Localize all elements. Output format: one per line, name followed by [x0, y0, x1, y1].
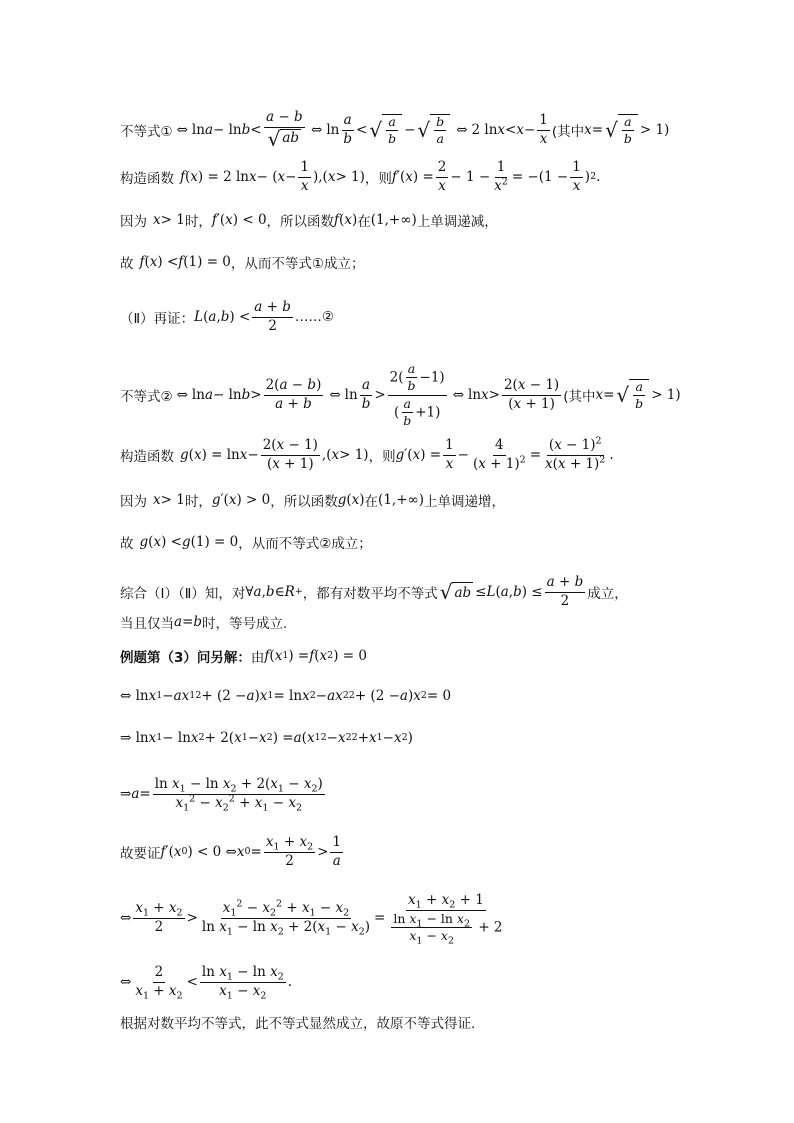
- conclusion-line: [120, 1012, 754, 1032]
- text-line-8: 因为 x > 1 时， g ′( x ) > 0 ，所以函数 g ( x ) 在 (1,+∞) 上单调递增，: [120, 492, 506, 510]
- line20-text: 根据对数平均不等式，此不等式显然成立，故原不等式得证.: [120, 1016, 476, 1032]
- line11-b: 时，等号成立.: [202, 616, 288, 632]
- line2-mid: ，则: [364, 171, 392, 188]
- text-line-4: 故 f ( x ) < f (1) = 0 ，从而不等式①成立；: [120, 254, 365, 272]
- line1-prefix: 不等式①: [120, 124, 173, 141]
- eq-line-18: ⇔ $\frac{2}{x_1 + x_2}$ < $\frac{\ln x_1 - \ln x_2}{x_1 - x_2}$ .: [120, 964, 293, 1002]
- eq-line-16: 故要证 f ′( x 0 ) < 0 ⇔ x 0 = $\frac{x_1 + x_2}{2}$ > $\frac{1}{a}$: [120, 834, 342, 869]
- text-line-3: 因为 x > 1 时， f ′( x ) < 0 ，所以函数 f ( x ) 在 (1,+∞) 上单调递减，: [120, 212, 498, 230]
- eq-line-15: ⇒ a = $\frac{\ln x_1 - \ln x_2 + 2(x_1 - x_2)}{x_1^2 - x_2^2 + x_1 - x_2}$: [120, 776, 323, 814]
- eq-line-14: ⇒ ln x 1 − ln x 2 + 2( x 1 − x 2 ) = a ( x 1 2 − x 2 2 + x 1 − x 2 ): [120, 730, 413, 746]
- line3-b: 时，: [184, 214, 212, 230]
- line3-e: 上单调递减，: [416, 214, 498, 230]
- eq-line-13: ⇔ ln x 1 − ax 1 2 + (2 − a ) x 1 = ln x 2 − ax 2 2 + (2 − a ) x 2 = 0: [120, 688, 452, 704]
- line5-b: ……②: [294, 309, 335, 326]
- line6-paren: (其中: [563, 389, 596, 406]
- line12-a: 由: [250, 650, 265, 666]
- line8-b: 时，: [184, 494, 212, 510]
- line16-a: 故要证: [120, 846, 161, 863]
- line9-b: ，从而不等式②成立；: [238, 536, 372, 552]
- eq-line-1: 不等式① ⇔ ln a − ln b < a − b √ ab ⇔ ln $\frac{a}{b}$ < √ $\frac{a}{b}$ − √ $\frac{b}{a}$ ⇔ 2 ln x < x − $\frac{1}{x}$ (其中 x = √ $\frac{a}{b}$ > 1): [120, 109, 670, 151]
- line3-a: 因为: [120, 214, 147, 230]
- text-line-12: 例题第（3）问另解： 由 f ( x 1 ) = f ( x 2 ) = 0: [120, 648, 367, 666]
- line8-c: ，所以函数: [270, 494, 338, 510]
- line10-c: 成立，: [587, 586, 628, 603]
- example-heading: 例题第（3）问另解：: [120, 650, 251, 666]
- line10-a: 综合（Ⅰ）（Ⅱ）知，对: [120, 586, 246, 603]
- line4-b: ，从而不等式①成立；: [230, 256, 365, 272]
- line7-prefix: 构造函数: [120, 449, 174, 466]
- line8-d: 在: [364, 494, 379, 510]
- eq-line-7: 构造函数 g ( x ) = ln x − $\frac{2(x - 1)}{(x + 1)}$ ,( x > 1) ，则 g ′( x ) = $\frac{1}{x}$ − $\frac{4}{(x + 1)^2}$ = $\frac{(x - 1)^2}{x(x + 1)^2}$ .: [120, 435, 614, 472]
- line7-mid: ，则: [368, 449, 396, 466]
- line9-a: 故: [120, 536, 134, 552]
- line8-e: 上单调递增，: [424, 494, 506, 510]
- line5-a: （Ⅱ）再证：: [120, 311, 195, 328]
- text-line-9: 故 g ( x ) < g (1) = 0 ，从而不等式②成立；: [120, 534, 372, 552]
- line1-paren: (其中: [551, 124, 585, 141]
- line3-c: ，所以函数: [266, 214, 335, 230]
- eq-line-2: 构造函数 f ( x ) = 2 ln x − ( x − $\frac{1}{x}$ ),( x > 1) ，则 f ′( x ) = $\frac{2}{x}$ − 1 − $\frac{1}{x^2}$ = −(1 − $\frac{1}{x}$ ) 2 .: [120, 159, 601, 194]
- line11-a: 当且仅当: [120, 616, 174, 632]
- eq-line-6: 不等式② ⇔ ln a − ln b > $\frac{2(a - b)}{a + b}$ ⇔ ln $\frac{a}{b}$ > 2( $\frac{a}{b}$ −1) ( $\frac{a}{b}$ +1) ⇔ ln x > $\frac{2(x - 1)}{(x + 1)}$ (其中 x = √ $\frac{a}{b}$ > 1): [120, 361, 681, 429]
- line4-a: 故: [120, 256, 134, 272]
- line10-b: ，都有对数平均不等式: [302, 586, 438, 603]
- text-line-11: 当且仅当 a = b 时，等号成立.: [120, 614, 288, 632]
- text-line-5: （Ⅱ）再证： L ( a , b ) < $\frac{a + b}{2}$ ……②: [120, 299, 335, 334]
- text-line-10: 综合（Ⅰ）（Ⅱ）知，对 ∀ a , b ∈ R + ，都有对数平均不等式 √ ab ≤ L ( a , b ) ≤ $\frac{a + b}{2}$ 成立，: [120, 574, 628, 609]
- eq-line-17: ⇔ $\frac{x_1 + x_2}{2}$ > $\frac{x_1^2 - x_2^2 + x_1 - x_2}{\ln x_1 - \ln x_2 + 2(x_1 - x_2)}$ = $x_1 + x_2 + 1$ $\frac{\ln x_1 - \ln x_2}{x_1 - x_2}$ + 2: [120, 892, 503, 947]
- line6-prefix: 不等式②: [120, 389, 173, 406]
- line2-prefix: 构造函数: [120, 171, 174, 188]
- line3-d: 在: [357, 214, 371, 230]
- line8-a: 因为: [120, 494, 147, 510]
